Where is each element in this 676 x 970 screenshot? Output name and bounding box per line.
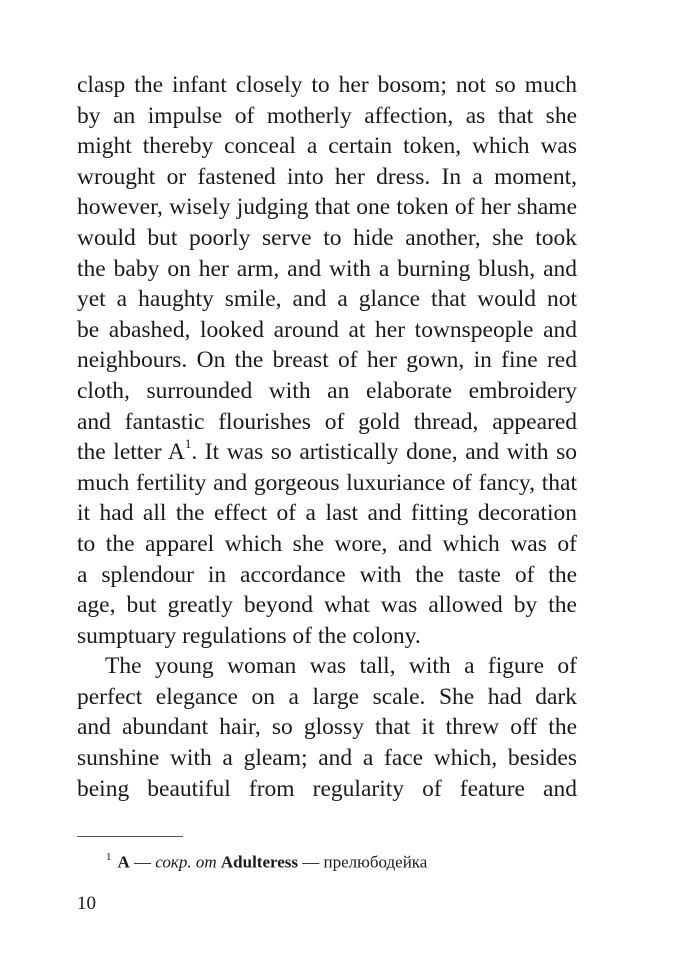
text-line: neighbours. On the breast of her gown, in fine red	[77, 347, 577, 374]
text-segment: . It was so artistically done, and with so	[191, 439, 577, 466]
text-line: might thereby conceal a certain token, which was	[77, 133, 577, 160]
footnote	[106, 847, 427, 874]
paragraph-2	[77, 651, 577, 804]
text-line: however, wisely judging that one token of her shame	[77, 194, 577, 221]
text-line: it had all the effect of a last and fitting decoration	[77, 500, 577, 527]
text-line: age, but greatly beyond what was allowed by the	[77, 592, 577, 619]
text-line: much fertility and gorgeous luxuriance of fancy, that	[77, 469, 577, 496]
page-number: 10	[77, 893, 96, 914]
text-line: cloth, surrounded with an elaborate embroidery	[77, 377, 577, 404]
footnote-term: A	[117, 852, 130, 872]
text-line: clasp the infant closely to her bosom; not so much	[77, 72, 577, 98]
text-line: wrought or fastened into her dress. In a moment,	[77, 163, 577, 190]
body-text	[77, 70, 577, 804]
paragraph-1	[77, 70, 577, 651]
footnote-dash: —	[298, 852, 324, 872]
text-line: to the apparel which she wore, and which was of	[77, 530, 577, 557]
text-line: and fantastic flourishes of gold thread, appeared	[77, 408, 577, 435]
text-line: yet a haughty smile, and a glance that would not	[77, 286, 577, 313]
footnote-abbreviation: сокр. от	[155, 852, 217, 872]
text-line: by an impulse of motherly affection, as that she	[77, 102, 577, 129]
text-line-with-footnote-ref	[77, 437, 577, 468]
text-line: being beautiful from regularity of feature and	[77, 775, 577, 802]
footnote-marker: 1	[106, 851, 112, 863]
footnote-dash: —	[129, 852, 156, 872]
text-line: the baby on her arm, and with a burning blush, and	[77, 255, 577, 282]
text-line: be abashed, looked around at her townspeople and	[77, 316, 577, 343]
text-line: The young woman was tall, with a figure of	[105, 653, 577, 680]
text-line: sumptuary regulations of the colony.	[77, 622, 421, 649]
footnote-translation: прелюбодейка	[323, 852, 428, 872]
text-line: perfect elegance on a large scale. She had dark	[77, 683, 577, 710]
footnote-divider	[77, 836, 183, 837]
footnote-reference: 1	[184, 436, 192, 452]
text-line: and abundant hair, so glossy that it threw off the	[77, 714, 577, 741]
footnote-word: Adulteress	[220, 852, 299, 872]
text-line: would but poorly serve to hide another, she took	[77, 224, 577, 251]
text-segment: the letter A	[77, 439, 185, 466]
text-line: a splendour in accordance with the taste of the	[77, 561, 577, 588]
text-line: sunshine with a gleam; and a face which, besides	[77, 745, 577, 772]
